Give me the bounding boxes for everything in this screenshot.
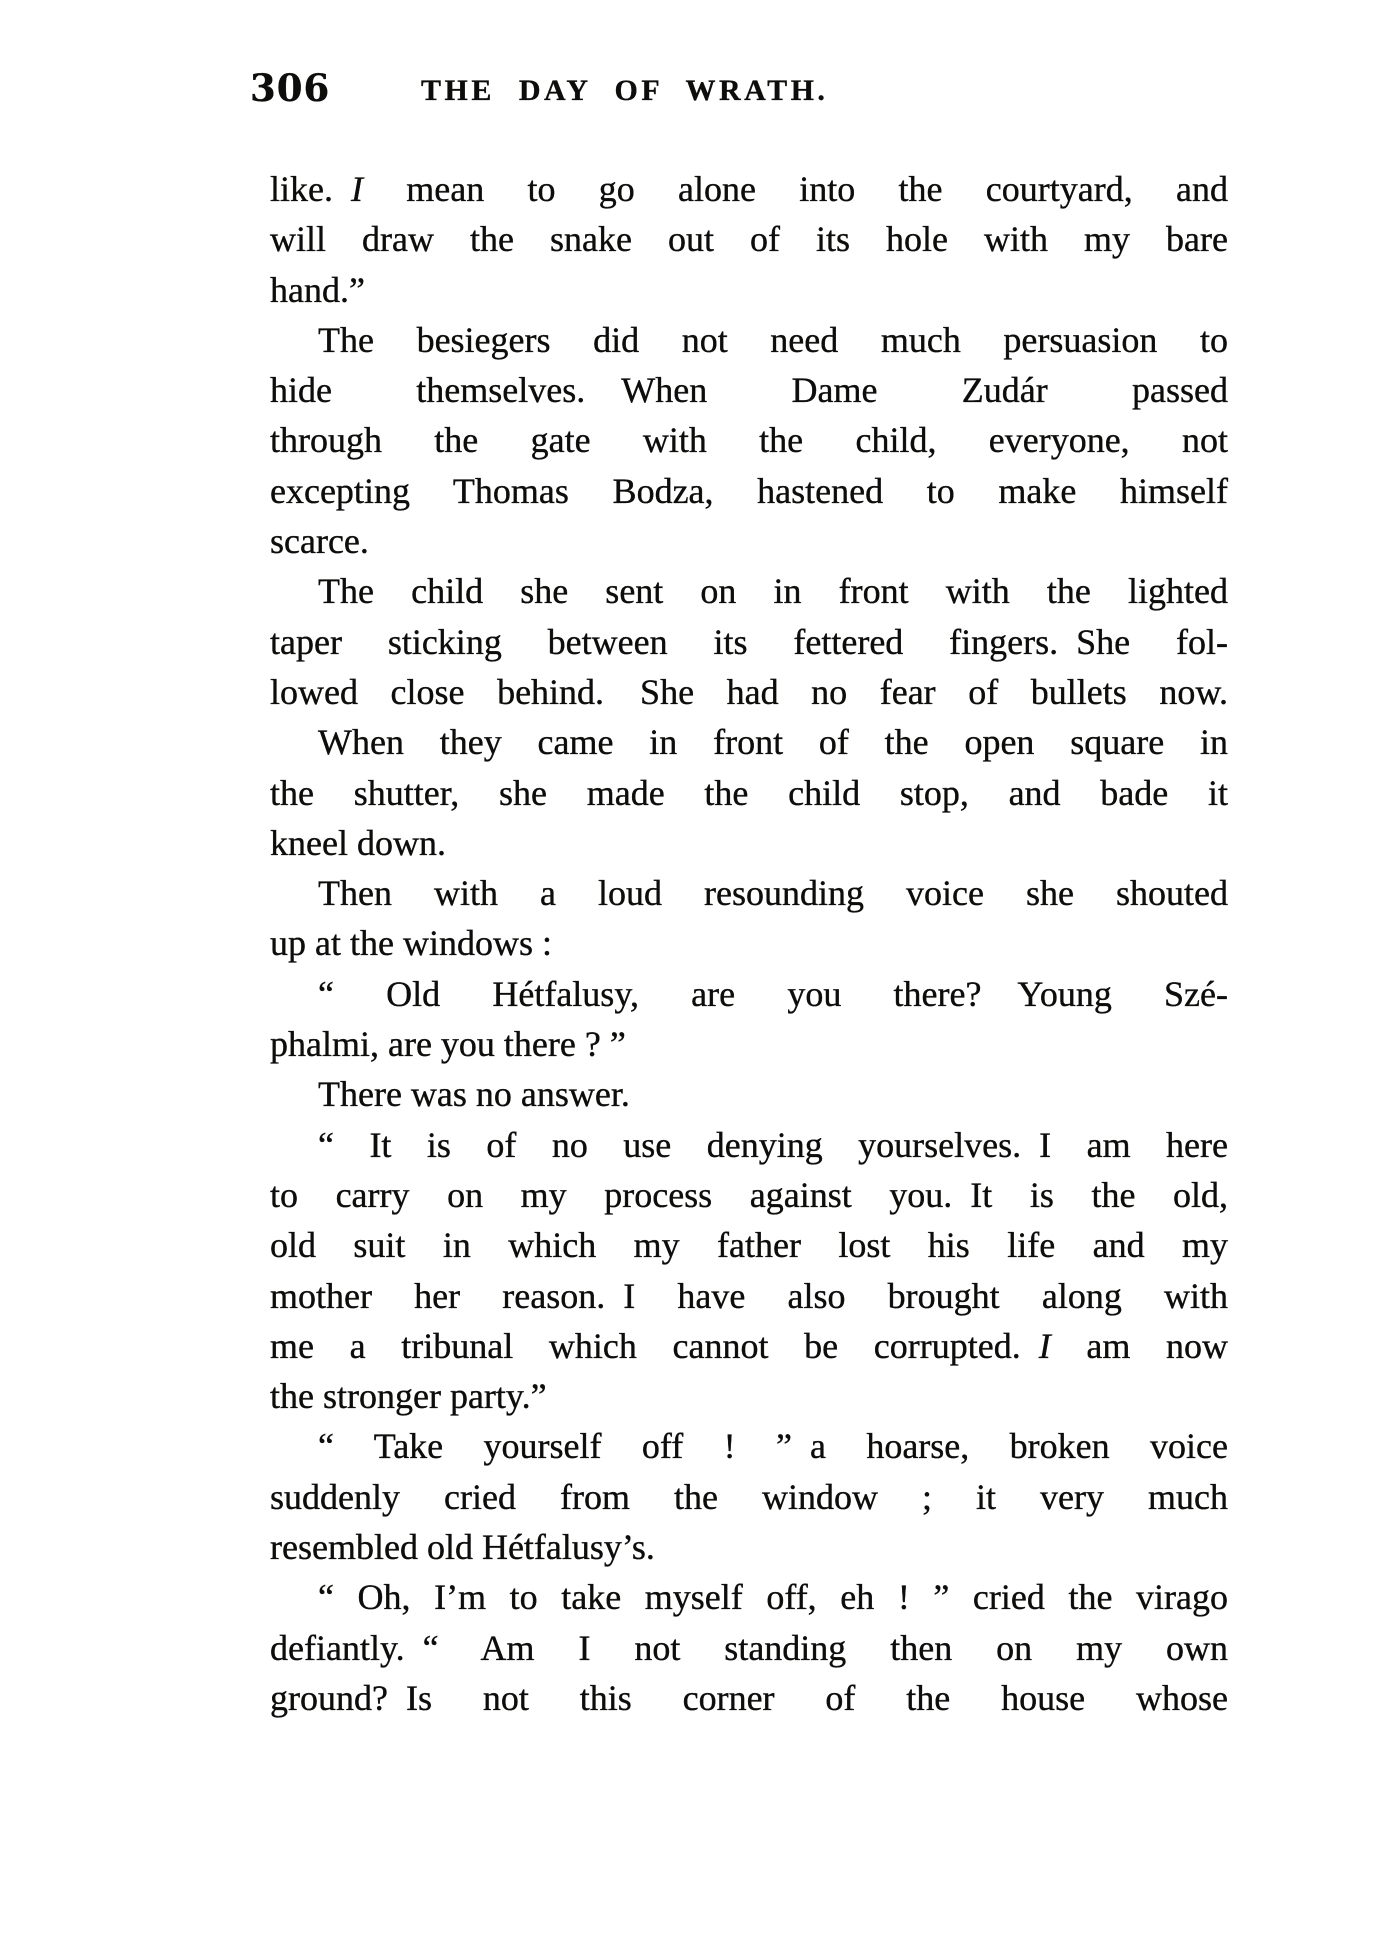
page-body (270, 164, 1228, 1723)
text-segment: mean to go alone into the courtyard, and (362, 169, 1228, 209)
text-segment: The besiegers did not need much persuasion to (318, 319, 1228, 360)
text-line (270, 1120, 1228, 1170)
text-line (270, 1472, 1228, 1522)
text-line (270, 516, 1228, 566)
text-line (270, 717, 1228, 767)
text-segment: excepting Thomas Bodza, hastened to make himself (270, 470, 1228, 511)
text-segment: phalmi, are you there ? ” (270, 1024, 626, 1065)
text-line (270, 667, 1228, 717)
text-segment: The child she sent on in front with the lighted (318, 571, 1228, 612)
text-segment: kneel down. (270, 822, 446, 863)
text-segment: up at the windows : (270, 923, 552, 964)
text-line (270, 1321, 1228, 1371)
text-segment: ground? Is not this corner of the house whose (270, 1677, 1228, 1718)
text-segment: defiantly. “ Am I not standing then on my own (270, 1627, 1228, 1668)
text-line (270, 1572, 1228, 1622)
text-segment: am now (1050, 1325, 1228, 1366)
text-segment: hand.” (270, 269, 365, 310)
text-segment: mother her reason. I have also brought along with (270, 1275, 1228, 1316)
text-segment: the shutter, she made the child stop, and bade it (270, 772, 1228, 813)
text-segment: “ Old Hétfalusy, are you there? Young Szé- (318, 973, 1228, 1014)
text-segment: to carry on my process against you. It is the old, (270, 1174, 1228, 1215)
text-line (270, 415, 1228, 465)
text-segment: taper sticking between its fettered fingers. She fol- (270, 621, 1228, 662)
text-line (270, 265, 1228, 315)
text-line (270, 365, 1228, 415)
italic-text-segment: I (1038, 1325, 1051, 1366)
text-segment: There was no answer. (318, 1074, 630, 1115)
text-segment: Then with a loud resounding voice she shouted (318, 873, 1228, 914)
text-line (270, 969, 1228, 1019)
text-segment: “ It is of no use denying yourselves. I am here (318, 1124, 1228, 1165)
text-segment: resembled old Hétfalusy’s. (270, 1527, 655, 1568)
italic-text-segment: I (350, 169, 363, 209)
text-line (270, 818, 1228, 868)
text-segment: like. (270, 169, 351, 209)
text-segment: “ Take yourself off ! ” a hoarse, broken voice (318, 1426, 1228, 1467)
text-segment: me a tribunal which cannot be corrupted. (270, 1325, 1039, 1366)
text-line (270, 1623, 1228, 1673)
text-line (270, 1069, 1228, 1119)
text-line (270, 214, 1228, 264)
text-line (270, 768, 1228, 818)
text-segment: suddenly cried from the window ; it very much (270, 1476, 1228, 1517)
text-line (270, 1522, 1228, 1572)
running-title: THE DAY OF WRATH. (421, 74, 829, 107)
text-segment: scarce. (270, 521, 369, 562)
text-line (270, 1170, 1228, 1220)
text-line (270, 315, 1228, 365)
text-line (270, 164, 1228, 214)
text-segment: When they came in front of the open square in (318, 722, 1228, 763)
text-line (270, 918, 1228, 968)
text-line (270, 1371, 1228, 1421)
text-segment: through the gate with the child, everyone, not (270, 420, 1228, 461)
text-segment: will draw the snake out of its hole with my bare (270, 219, 1228, 260)
text-segment: hide themselves. When Dame Zudár passed (270, 370, 1228, 411)
text-line (270, 466, 1228, 516)
text-line (270, 1271, 1228, 1321)
text-segment: the stronger party.” (270, 1376, 547, 1417)
text-segment: “ Oh, I’m to take myself off, eh ! ” cried the virago (318, 1577, 1228, 1618)
text-line (270, 566, 1228, 616)
text-line (270, 1019, 1228, 1069)
text-segment: lowed close behind. She had no fear of bullets now. (270, 671, 1228, 712)
page-number: 306 (250, 66, 331, 110)
text-segment: old suit in which my father lost his life and my (270, 1225, 1228, 1266)
text-line (270, 1673, 1228, 1723)
text-line (270, 868, 1228, 918)
text-line (270, 1220, 1228, 1270)
text-line (270, 1421, 1228, 1471)
text-line (270, 617, 1228, 667)
